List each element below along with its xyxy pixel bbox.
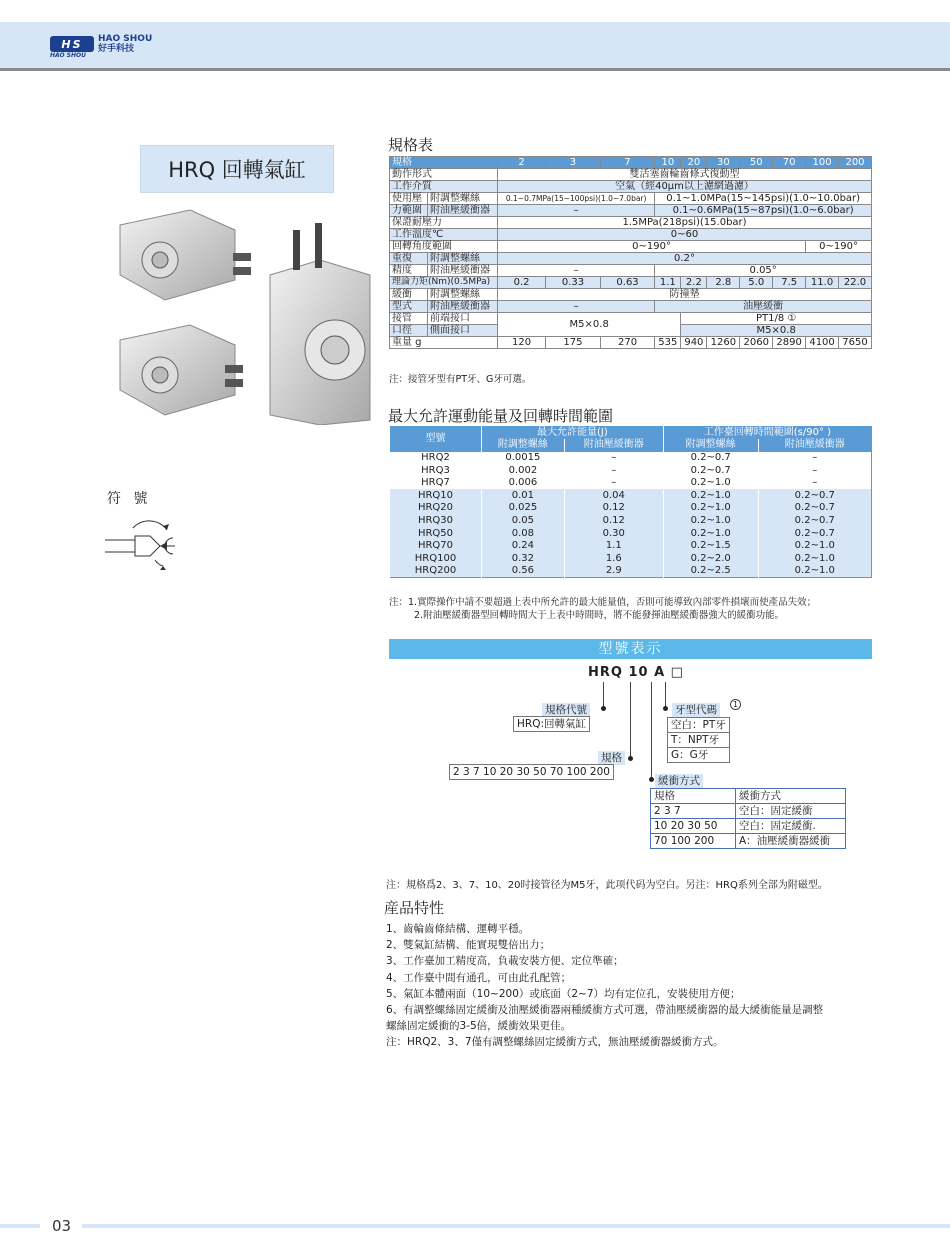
table-row [390,464,872,477]
cell: 0.2~1.5 [663,540,758,553]
cell: 0.0015 [482,452,565,465]
spec-label: 重量 g [390,337,498,349]
feature-item: 1、齒輪齒條結構、運轉平穩。 [386,923,530,935]
table-row [651,819,846,834]
cell: 0.2~0.7 [758,489,871,502]
spec-table [389,156,872,349]
spec-value: 防撞墊 [498,289,872,301]
spec-value: 油壓緩衝 [655,301,872,313]
list-item [668,718,730,733]
spec-label: 理論力矩(Nm)(0.5MPa) [390,277,498,289]
cell-model: HRQ200 [390,565,482,578]
energy-group-header: 最大允許能量(J) [482,427,664,440]
cell: 0.2~1.0 [758,565,871,578]
cell-model: HRQ50 [390,527,482,540]
weight-value: 940 [681,337,707,349]
cell: 0.2~1.0 [663,515,758,528]
cell: 0.2~1.0 [663,489,758,502]
connector-dot [628,756,633,761]
cell: 0.56 [482,565,565,578]
spec-row [390,253,872,265]
cell: 0.12 [564,515,663,528]
torque-value: 0.63 [600,277,655,289]
buffer-table [650,788,846,849]
spec-row [390,241,872,253]
spec-group-label: 重復 [390,253,428,265]
cell: – [758,477,871,490]
product-photo [115,205,375,425]
cell: 0.2~0.7 [663,452,758,465]
weight-value: 120 [498,337,546,349]
feature-item: 螺絲固定緩衝的3-5倍，緩衝效果更佳。 [386,1020,572,1032]
torque-value: 5.0 [740,277,773,289]
connector-dot [663,706,668,711]
feature-item: 6、有調整螺絲固定緩衝及油壓緩衝器兩種緩衝方式可選，帶油壓緩衝器的最大緩衝能量是調整 [386,1004,824,1016]
cell-model: HRQ10 [390,489,482,502]
energy-subheader: 附油壓緩衝器 [758,439,871,452]
spec-value: 0~190° [806,241,872,253]
spec-title: 規格表 [388,136,434,154]
buffer-header: 緩衝方式 [736,789,846,804]
spec-value: 0.2° [498,253,872,265]
spec-sublabel: 附調整螺絲 [428,253,498,265]
cell-model: HRQ2 [390,452,482,465]
spec-value: M5×0.8 [498,313,681,337]
cell: 0.2~1.0 [758,552,871,565]
spec-group-label: 力範圍 [390,205,428,217]
cell-model: HRQ100 [390,552,482,565]
spec-value: 0.1~0.6MPa(15~87psi)(1.0~6.0bar) [655,205,872,217]
spec-row [390,205,872,217]
thread-label: 牙型代碼 [672,703,720,717]
spec-row-weight [390,337,872,349]
spec-header-cell: 7 [600,157,655,169]
cell: 0.2~1.0 [663,477,758,490]
model-bar: 型號表示 [389,639,872,659]
connector-line [630,682,631,758]
spec-value: 0~190° [498,241,806,253]
spec-group-label: 型式 [390,301,428,313]
features-title: 産品特性 [384,899,445,917]
model-note: 注：規格爲2、3、7、10、20时接管径为M5牙，此项代码为空白。另注：HRQ系列全部为附磁型。 [386,880,828,891]
spec-value: 1.5MPa(218psi)(15.0bar) [498,217,872,229]
cell: 0.2~1.0 [663,527,758,540]
weight-value: 1260 [707,337,740,349]
cell: 1.6 [564,552,663,565]
cell: 空白：固定緩衝. [736,819,846,834]
weight-value: 535 [655,337,681,349]
weight-value: 4100 [806,337,839,349]
cell: 0.2~0.7 [663,464,758,477]
spec-row [390,301,872,313]
table-row [651,834,846,849]
spec-value: 雙活塞齒輪齒條式復動型 [498,169,872,181]
thread-option: G：G牙 [668,748,730,763]
weight-value: 7650 [839,337,872,349]
spec-header-cell: 20 [681,157,707,169]
size-label: 規格 [598,751,625,765]
weight-value: 2890 [773,337,806,349]
thread-table [667,717,730,763]
table-row [390,565,872,578]
cell: 70 100 200 [651,834,736,849]
symbol-label: 符 號 [107,491,152,507]
series-label: 規格代號 [542,703,590,717]
spec-sublabel: 附油壓緩衝器 [428,205,498,217]
buffer-label: 緩衝方式 [655,774,703,788]
feature-note: 注：HRQ2、3、7僅有調整螺絲固定緩衝方式，無油壓緩衝器緩衝方式。 [386,1036,724,1048]
cell: – [758,452,871,465]
pneumatic-symbol [105,518,200,573]
torque-value: 7.5 [773,277,806,289]
energy-note-2: 2.附油壓緩衝器型回轉時間大于上表中時間時，將不能發揮油壓緩衝器強大的緩衝功能。 [414,610,785,621]
buffer-header: 規格 [651,789,736,804]
spec-note: 注：接管牙型有PT牙、G牙可選。 [389,374,532,385]
connector-dot [601,706,606,711]
spec-group-label: 口徑 [390,325,428,337]
spec-header-cell: 3 [546,157,601,169]
cell: 0.2~1.0 [758,540,871,553]
logo-mark: HS [50,36,94,52]
spec-sublabel: 前端接口 [428,313,498,325]
cell: – [564,452,663,465]
cell: 0.24 [482,540,565,553]
weight-value: 2060 [740,337,773,349]
cell: 0.2~0.7 [758,527,871,540]
thread-note-marker: 1 [730,699,741,710]
spec-group-label: 接管 [390,313,428,325]
list-item [668,748,730,763]
connector-line [651,682,652,779]
spec-sublabel: 附油壓緩衝器 [428,265,498,277]
energy-model-header: 型號 [390,427,482,452]
cell: 2.9 [564,565,663,578]
cell: 0.04 [564,489,663,502]
torque-value: 22.0 [839,277,872,289]
energy-subheader: 附調整螺絲 [482,439,565,452]
spec-label: 動作形式 [390,169,498,181]
series-value: HRQ:回轉氣缸 [513,716,590,732]
spec-header-cell: 30 [707,157,740,169]
spec-value: 0.05° [655,265,872,277]
spec-row-torque [390,277,872,289]
table-row [390,502,872,515]
spec-value: 空氣（經40μm以上濾網過濾） [498,181,872,193]
torque-value: 0.33 [546,277,601,289]
spec-group-label: 緩衝 [390,289,428,301]
energy-note-1: 注：1.實際操作中請不要超過上表中所允許的最大能量值，否則可能導致內部零件損壞而使產品失效； [389,597,817,608]
spec-value: 0.1~1.0MPa(15~145psi)(1.0~10.0bar) [655,193,872,205]
torque-value: 2.2 [681,277,707,289]
cell: – [758,464,871,477]
spec-header-label: 規格 [390,157,498,169]
cell: – [564,477,663,490]
feature-item: 5、氣缸本體兩面（10~200）或底面（2~7）均有定位孔，安裝使用方便； [386,988,741,1000]
cell: 1.1 [564,540,663,553]
spec-row [390,313,872,325]
table-row [390,477,872,490]
cell: 0.2~0.7 [758,502,871,515]
feature-item: 3、工作臺加工精度高，負載安裝方便、定位準確； [386,955,624,967]
spec-sublabel: 側面接口 [428,325,498,337]
weight-value: 175 [546,337,601,349]
cell: 0.002 [482,464,565,477]
torque-value: 2.8 [707,277,740,289]
thread-option: T：NPT牙 [668,733,730,748]
spec-row [390,181,872,193]
energy-subheader: 附油壓緩衝器 [564,439,663,452]
spec-row [390,265,872,277]
table-row [390,527,872,540]
spec-row [390,193,872,205]
cell: 0.006 [482,477,565,490]
cell: 0.2~2.0 [663,552,758,565]
spec-value: 0~60 [498,229,872,241]
spec-header-cell: 200 [839,157,872,169]
feature-item: 2、雙氣缸結構、能實現雙倍出力； [386,939,551,951]
spec-value: PT1/8 ① [681,313,872,325]
cell-model: HRQ70 [390,540,482,553]
time-group-header: 工作臺回轉時間範圍(s/90° ) [663,427,871,440]
connector-dot [649,777,654,782]
company-logo [50,34,152,54]
page-number: 03 [52,1217,72,1235]
torque-value: 11.0 [806,277,839,289]
spec-sublabel: 附調整螺絲 [428,289,498,301]
spec-value: M5×0.8 [681,325,872,337]
spec-label: 工作溫度℃ [390,229,498,241]
spec-header-cell: 10 [655,157,681,169]
spec-value: – [498,265,655,277]
spec-label: 工作介質 [390,181,498,193]
cell: A：油壓緩衝器緩衝 [736,834,846,849]
table-row [651,789,846,804]
energy-title: 最大允許運動能量及回轉時間範圍 [388,407,614,425]
spec-row [390,217,872,229]
footer-line [82,1224,950,1228]
spec-label: 保證耐壓力 [390,217,498,229]
spec-value: – [498,301,655,313]
header-divider [0,68,950,71]
table-row [390,489,872,502]
feature-item: 4、工作臺中間有通孔，可由此孔配管； [386,972,572,984]
spec-header-cell: 70 [773,157,806,169]
connector-line [603,682,604,708]
cell: 0.025 [482,502,565,515]
spec-row [390,289,872,301]
cell: 0.30 [564,527,663,540]
table-row [390,540,872,553]
cell-model: HRQ30 [390,515,482,528]
size-value: 2 3 7 10 20 30 50 70 100 200 [449,764,614,780]
logo-sub: HAO SHOU [50,52,86,59]
cell: 0.12 [564,502,663,515]
cell: – [564,464,663,477]
table-row [390,452,872,465]
cell: 空白：固定緩衝 [736,804,846,819]
spec-row [390,229,872,241]
cell: 2 3 7 [651,804,736,819]
spec-header-row [390,157,872,169]
spec-header-cell: 50 [740,157,773,169]
cell-model: HRQ3 [390,464,482,477]
spec-row [390,169,872,181]
model-code: HRQ 10 A □ [588,665,684,680]
table-row [390,515,872,528]
logo-cn: 好手科技 [98,44,135,54]
cell: 0.05 [482,515,565,528]
spec-header-cell: 2 [498,157,546,169]
cell-model: HRQ20 [390,502,482,515]
cell: 10 20 30 50 [651,819,736,834]
table-row [651,804,846,819]
spec-sublabel: 附油壓緩衝器 [428,301,498,313]
table-row [390,552,872,565]
torque-value: 0.2 [498,277,546,289]
logo-en: HAO SHOU [98,34,153,44]
cell: 0.32 [482,552,565,565]
cell: 0.08 [482,527,565,540]
energy-subheader: 附調整螺絲 [663,439,758,452]
cell: 0.01 [482,489,565,502]
spec-header-cell: 100 [806,157,839,169]
torque-value: 1.1 [655,277,681,289]
cell: 0.2~2.5 [663,565,758,578]
spec-label: 回轉角度範圍 [390,241,498,253]
spec-group-label: 精度 [390,265,428,277]
cell-model: HRQ7 [390,477,482,490]
cell: 0.2~1.0 [663,502,758,515]
energy-header-row [390,427,872,440]
footer-line [0,1224,40,1228]
thread-option: 空白：PT牙 [668,718,730,733]
list-item [668,733,730,748]
cell: 0.2~0.7 [758,515,871,528]
weight-value: 270 [600,337,655,349]
spec-value: 0.1~0.7MPa(15~100psi)(1.0~7.0bar) [498,193,655,205]
energy-table [389,426,872,578]
spec-group-label: 使用壓 [390,193,428,205]
spec-sublabel: 附調整螺絲 [428,193,498,205]
spec-value: – [498,205,655,217]
product-title: HRQ 回轉氣缸 [140,145,334,193]
